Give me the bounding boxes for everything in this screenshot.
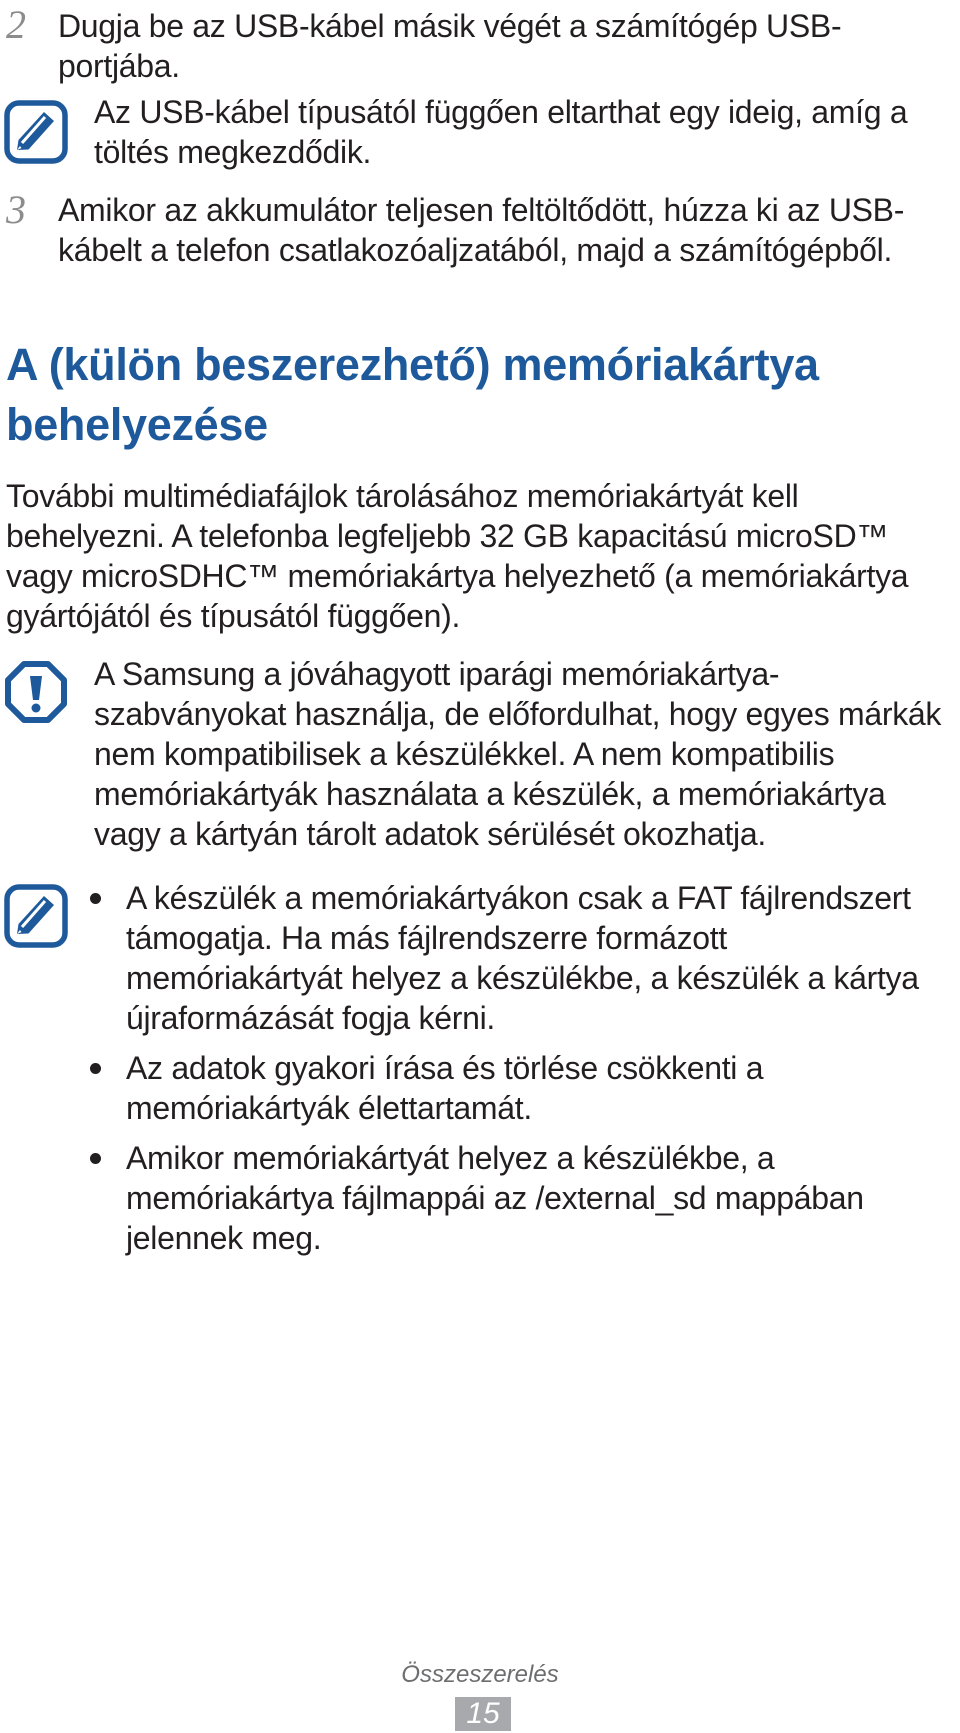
list-item-line: memóriakártya fájlmappái az /external_sd mappában <box>126 1180 864 1216</box>
warning-line: vagy a kártyán tárolt adatok sérülését okozhatja. <box>94 816 766 852</box>
warning-line: memóriakártyák használata a készülék, a memóriakártya <box>94 776 886 812</box>
bullet-icon <box>90 1063 101 1074</box>
list-item-line: memóriakártyát helyez a készülékbe, a készülék a kártya <box>126 960 919 996</box>
warning-line: A Samsung a jóváhagyott iparági memóriakártya- <box>94 656 780 692</box>
section-heading <box>6 335 946 455</box>
list-item <box>90 1048 950 1128</box>
intro-line: behelyezni. A telefonba legfeljebb 32 GB kapacitású microSD™ <box>6 518 889 554</box>
bullet-icon <box>90 1153 101 1164</box>
warning-exclamation-icon <box>4 660 68 724</box>
list-item-line: memóriakártyák élettartamát. <box>126 1090 532 1126</box>
bullet-icon <box>90 893 101 904</box>
intro-line: gyártójától és típusától függően). <box>6 598 461 634</box>
step-number: 2 <box>6 2 26 47</box>
step-text-line: Amikor az akkumulátor teljesen feltöltődött, húzza ki az USB- <box>58 192 905 228</box>
note-bullet-list <box>90 878 950 1268</box>
note-pencil-icon <box>4 884 68 948</box>
list-item-line: A készülék a memóriakártyákon csak a FAT fájlrendszert <box>126 880 911 916</box>
section-heading-line: A (külön beszerezhető) memóriakártya <box>6 339 819 390</box>
warning-line: szabványokat használja, de előfordulhat, hogy egyes márkák <box>94 696 942 732</box>
list-item-line: támogatja. Ha más fájlrendszerre formázott <box>126 920 727 956</box>
intro-paragraph <box>6 476 951 636</box>
footer-section-name: Összeszerelés <box>401 1661 559 1688</box>
list-item-line: újraformázását fogja kérni. <box>126 1000 495 1036</box>
list-item-line: jelennek meg. <box>126 1220 322 1256</box>
section-heading-line: behelyezése <box>6 399 268 450</box>
list-item <box>90 878 950 1038</box>
step-text <box>58 6 938 86</box>
intro-line: vagy microSDHC™ memóriakártya helyezhető (a memóriakártya <box>6 558 909 594</box>
intro-line: További multimédiafájlok tárolásához memóriakártyát kell <box>6 478 799 514</box>
step-text-line: portjába. <box>58 48 180 84</box>
step-text-line: Dugja be az USB-kábel másik végét a számítógép USB- <box>58 8 842 44</box>
list-item-line: Amikor memóriakártyát helyez a készülékbe, a <box>126 1140 775 1176</box>
step-text-line: kábelt a telefon csatlakozóaljzatából, majd a számítógépből. <box>58 232 893 268</box>
list-item-line: Az adatok gyakori írása és törlése csökkenti a <box>126 1050 764 1086</box>
step-number: 3 <box>6 187 26 232</box>
note-text <box>94 92 944 172</box>
list-item <box>90 1138 950 1258</box>
step-text <box>58 190 938 270</box>
warning-text <box>94 654 954 854</box>
note-pencil-icon <box>4 100 68 164</box>
note-text-line: Az USB-kábel típusától függően eltarthat egy ideig, amíg a <box>94 94 908 130</box>
warning-line: nem kompatibilisek a készülékkel. A nem kompatibilis <box>94 736 835 772</box>
note-text-line: töltés megkezdődik. <box>94 134 372 170</box>
page-number: 15 <box>455 1697 511 1731</box>
